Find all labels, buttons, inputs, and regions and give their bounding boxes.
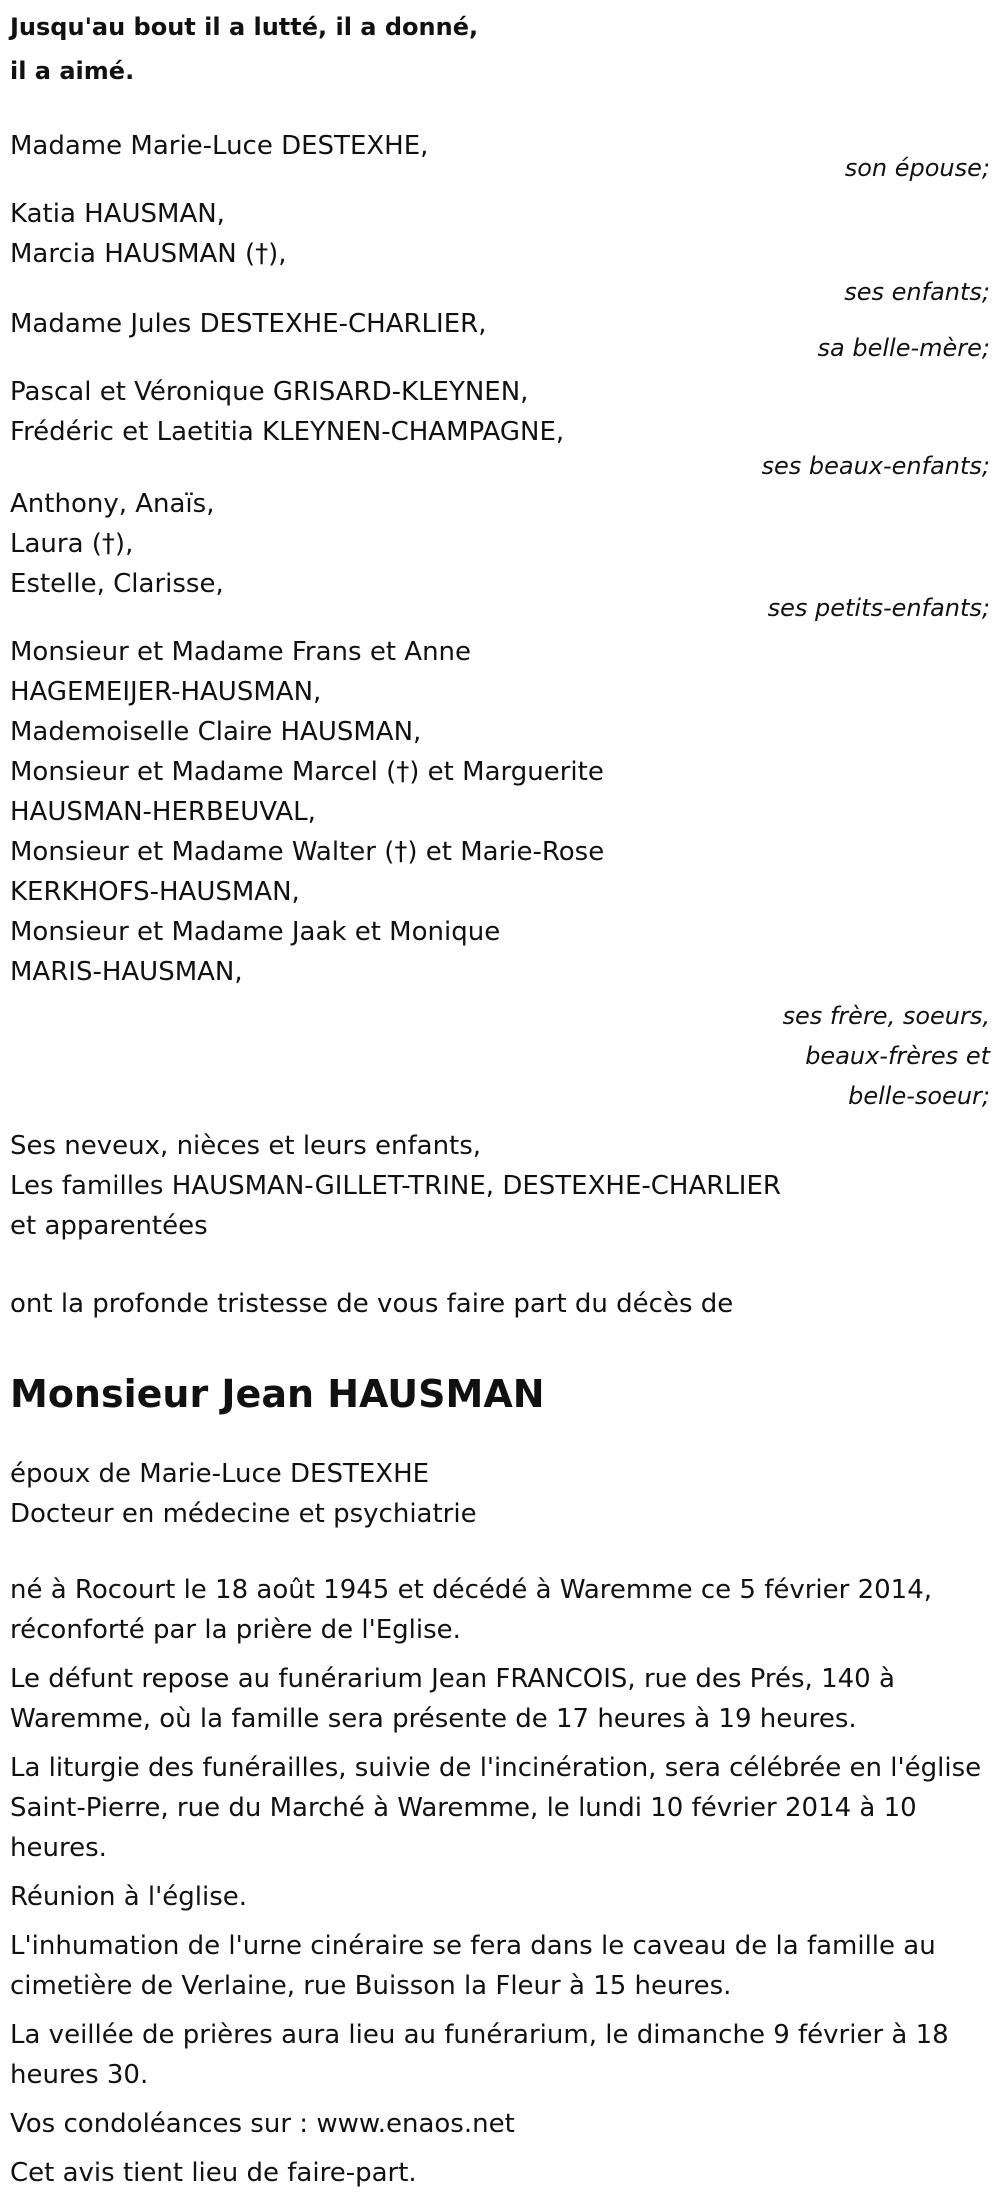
family-role-line: belle-soeur; bbox=[848, 1082, 990, 1110]
family-role bbox=[10, 996, 990, 1116]
detail-gathering: Réunion à l'église. bbox=[10, 1882, 248, 1912]
detail-condolences: Vos condoléances sur : www.enaos.net bbox=[10, 2109, 515, 2139]
detail-vigil: La veillée de prières aura lieu au funérarium, le dimanche 9 février à 18 heures 30. bbox=[10, 2020, 949, 2090]
family-name: Anthony, Anaïs, bbox=[10, 489, 215, 519]
family-name: Madame Jules DESTEXHE-CHARLIER, bbox=[10, 309, 487, 339]
family-name: Katia HAUSMAN, bbox=[10, 199, 225, 229]
detail-liturgy: La liturgie des funérailles, suivie de l'incinération, sera célébrée en l'église Saint-Pierre, rue du Marché à Waremme, le lundi 10 février 2014 à 10 heures. bbox=[10, 1753, 982, 1863]
family-name: Estelle, Clarisse, bbox=[10, 569, 224, 599]
detail-burial: L'inhumation de l'urne cinéraire se fera dans le caveau de la famille au cimetière de Verlaine, rue Buisson la Fleur à 15 heures. bbox=[10, 1931, 936, 2001]
family-name: Pascal et Véronique GRISARD-KLEYNEN, bbox=[10, 377, 529, 407]
family-group-mother-in-law bbox=[10, 304, 990, 368]
family-group-siblings bbox=[10, 632, 990, 1116]
family-name: Monsieur et Madame Walter (†) et Marie-Rose bbox=[10, 837, 605, 867]
family-role: ses enfants; bbox=[844, 278, 990, 306]
closing-line: Ses neveux, nièces et leurs enfants, bbox=[10, 1131, 482, 1161]
family-name: Monsieur et Madame Marcel (†) et Marguerite bbox=[10, 757, 604, 787]
family-name: MARIS-HAUSMAN, bbox=[10, 957, 243, 987]
family-name: Frédéric et Laetitia KLEYNEN-CHAMPAGNE, bbox=[10, 417, 565, 447]
family-name: Madame Marie-Luce DESTEXHE, bbox=[10, 131, 429, 161]
family-name: Marcia HAUSMAN (†), bbox=[10, 239, 287, 269]
family-group-children bbox=[10, 194, 990, 312]
family-group-children-in-law bbox=[10, 372, 990, 486]
intro-line-2: il a aimé. bbox=[10, 57, 135, 85]
family-name: Mademoiselle Claire HAUSMAN, bbox=[10, 717, 422, 747]
family-name: HAUSMAN-HERBEUVAL, bbox=[10, 797, 316, 827]
closing-line: et apparentées bbox=[10, 1211, 208, 1241]
description-line: Docteur en médecine et psychiatrie bbox=[10, 1499, 477, 1529]
announcement: ont la profonde tristesse de vous faire part du décès de bbox=[10, 1289, 734, 1319]
family-name: Monsieur et Madame Jaak et Monique bbox=[10, 917, 501, 947]
family-group-spouse bbox=[10, 126, 990, 188]
intro-line-1: Jusqu'au bout il a lutté, il a donné, bbox=[10, 13, 479, 41]
family-name: Laura (†), bbox=[10, 529, 134, 559]
family-name: Monsieur et Madame Frans et Anne bbox=[10, 637, 472, 667]
deceased-name: Monsieur Jean HAUSMAN bbox=[10, 1372, 545, 1416]
family-name: HAGEMEIJER-HAUSMAN, bbox=[10, 677, 322, 707]
family-role: sa belle-mère; bbox=[817, 334, 990, 362]
family-name: KERKHOFS-HAUSMAN, bbox=[10, 877, 300, 907]
detail-funeral-home: Le défunt repose au funérarium Jean FRANCOIS, rue des Prés, 140 à Waremme, où la famille sera présente de 17 heures à 19 heures. bbox=[10, 1664, 895, 1734]
funeral-details bbox=[10, 1570, 990, 2193]
detail-notice: Cet avis tient lieu de faire-part. bbox=[10, 2158, 417, 2188]
closing-line: Les familles HAUSMAN-GILLET-TRINE, DESTEXHE-CHARLIER bbox=[10, 1171, 781, 1201]
family-role: ses beaux-enfants; bbox=[761, 452, 990, 480]
deceased-description bbox=[10, 1454, 990, 1534]
family-role-line: ses frère, soeurs, bbox=[782, 1002, 990, 1030]
family-role: ses petits-enfants; bbox=[767, 594, 990, 622]
family-role: son épouse; bbox=[844, 154, 990, 182]
detail-birth-death: né à Rocourt le 18 août 1945 et décédé à Waremme ce 5 février 2014, réconforté par la prière de l'Eglise. bbox=[10, 1575, 933, 1645]
intro-quote bbox=[10, 0, 990, 96]
family-role-line: beaux-frères et bbox=[805, 1042, 990, 1070]
closing-relatives bbox=[10, 1126, 990, 1246]
family-group-grandchildren bbox=[10, 484, 990, 628]
description-line: époux de Marie-Luce DESTEXHE bbox=[10, 1459, 430, 1489]
